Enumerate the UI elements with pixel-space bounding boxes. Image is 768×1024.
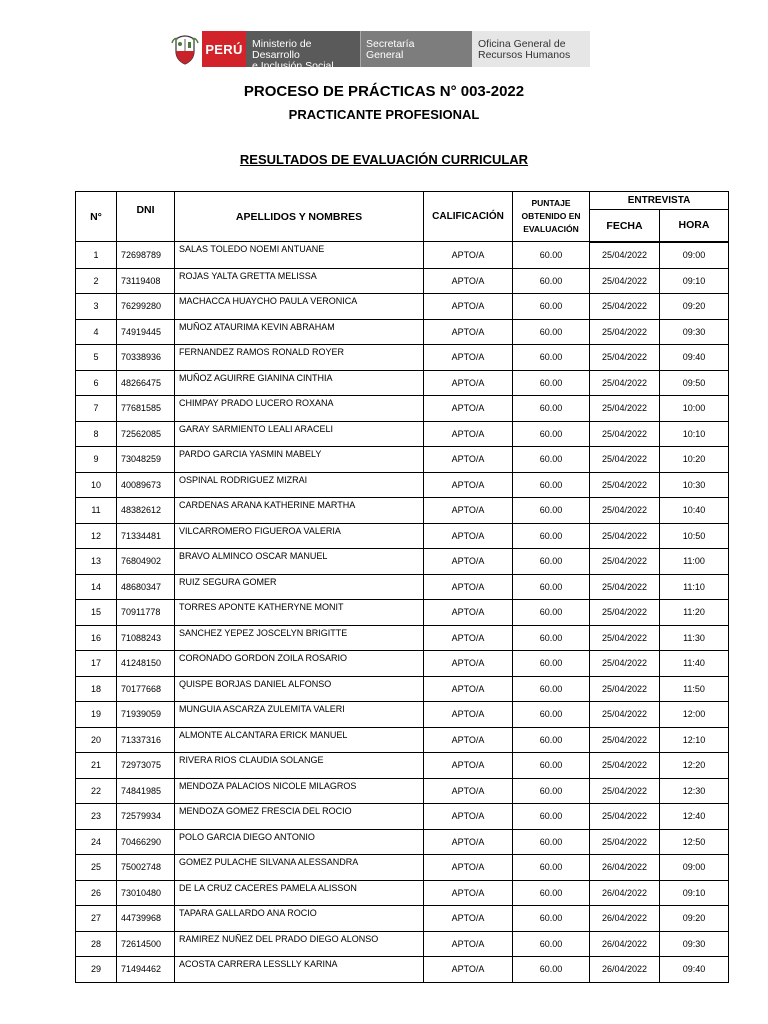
row-number: 23: [76, 803, 117, 829]
row-name: CARDENAS ARANA KATHERINE MARTHA: [175, 497, 424, 523]
row-qualification: APTO/A: [424, 421, 513, 446]
row-date: 25/04/2022: [590, 727, 660, 752]
row-dni: 70338936: [117, 344, 175, 370]
row-number: 3: [76, 293, 117, 319]
row-time: 10:20: [660, 446, 729, 472]
row-time: 12:50: [660, 829, 729, 854]
row-dni: 40089673: [117, 472, 175, 497]
row-date: 25/04/2022: [590, 319, 660, 344]
row-time: 12:40: [660, 803, 729, 829]
row-number: 16: [76, 625, 117, 650]
row-number: 8: [76, 421, 117, 446]
row-qualification: APTO/A: [424, 395, 513, 421]
table-row: [76, 344, 729, 370]
row-score: 60.00: [513, 548, 590, 574]
results-table-body: [76, 242, 729, 983]
section-title: RESULTADOS DE EVALUACIÓN CURRICULAR: [239, 152, 529, 167]
row-time: 09:00: [660, 242, 729, 269]
table-row: [76, 523, 729, 548]
row-number: 29: [76, 956, 117, 982]
results-table: [75, 191, 729, 983]
row-number: 15: [76, 599, 117, 625]
row-number: 13: [76, 548, 117, 574]
row-time: 11:20: [660, 599, 729, 625]
row-score: 60.00: [513, 293, 590, 319]
row-time: 11:30: [660, 625, 729, 650]
row-name: CHIMPAY PRADO LUCERO ROXANA: [175, 395, 424, 421]
row-score: 60.00: [513, 446, 590, 472]
row-score: 60.00: [513, 880, 590, 905]
ministry-label: Ministerio de Desarrollo e Inclusión Social: [246, 31, 360, 67]
table-row: [76, 472, 729, 497]
row-number: 20: [76, 727, 117, 752]
page-title: PROCESO DE PRÁCTICAS N° 003-2022: [243, 83, 525, 100]
row-name: SALAS TOLEDO NOEMI ANTUANE: [175, 242, 424, 269]
row-score: 60.00: [513, 421, 590, 446]
row-name: RUIZ SEGURA GOMER: [175, 574, 424, 599]
row-dni: 75002748: [117, 854, 175, 880]
row-name: POLO GARCIA DIEGO ANTONIO: [175, 829, 424, 854]
row-time: 12:00: [660, 701, 729, 727]
row-qualification: APTO/A: [424, 599, 513, 625]
row-time: 09:10: [660, 880, 729, 905]
table-row: [76, 701, 729, 727]
row-dni: 48266475: [117, 370, 175, 395]
row-qualification: APTO/A: [424, 370, 513, 395]
row-time: 09:30: [660, 931, 729, 956]
table-row: [76, 650, 729, 676]
row-time: 09:40: [660, 956, 729, 982]
row-date: 26/04/2022: [590, 956, 660, 982]
row-number: 14: [76, 574, 117, 599]
row-dni: 74841985: [117, 778, 175, 803]
row-qualification: APTO/A: [424, 446, 513, 472]
row-dni: 48680347: [117, 574, 175, 599]
row-name: CORONADO GORDON ZOILA ROSARIO: [175, 650, 424, 676]
row-number: 17: [76, 650, 117, 676]
row-score: 60.00: [513, 931, 590, 956]
row-qualification: APTO/A: [424, 268, 513, 293]
table-row: [76, 293, 729, 319]
row-date: 25/04/2022: [590, 395, 660, 421]
row-dni: 73010480: [117, 880, 175, 905]
row-qualification: APTO/A: [424, 497, 513, 523]
table-row: [76, 548, 729, 574]
row-date: 26/04/2022: [590, 854, 660, 880]
row-dni: 72579934: [117, 803, 175, 829]
row-date: 25/04/2022: [590, 344, 660, 370]
row-qualification: APTO/A: [424, 574, 513, 599]
row-date: 25/04/2022: [590, 497, 660, 523]
row-time: 11:40: [660, 650, 729, 676]
row-qualification: APTO/A: [424, 727, 513, 752]
row-date: 25/04/2022: [590, 548, 660, 574]
row-name: QUISPE BORJAS DANIEL ALFONSO: [175, 676, 424, 701]
row-date: 25/04/2022: [590, 778, 660, 803]
row-date: 25/04/2022: [590, 421, 660, 446]
row-score: 60.00: [513, 574, 590, 599]
row-name: ACOSTA CARRERA LESSLLY KARINA: [175, 956, 424, 982]
row-time: 11:00: [660, 548, 729, 574]
row-score: 60.00: [513, 727, 590, 752]
row-qualification: APTO/A: [424, 829, 513, 854]
table-row: [76, 268, 729, 293]
row-score: 60.00: [513, 497, 590, 523]
row-score: 60.00: [513, 778, 590, 803]
table-row: [76, 956, 729, 982]
table-row: [76, 676, 729, 701]
table-row: [76, 829, 729, 854]
row-name: ROJAS YALTA GRETTA MELISSA: [175, 268, 424, 293]
row-time: 09:10: [660, 268, 729, 293]
row-date: 25/04/2022: [590, 829, 660, 854]
header-score: PUNTAJE OBTENIDO EN EVALUACIÓN: [513, 192, 590, 242]
row-number: 9: [76, 446, 117, 472]
row-name: TAPARA GALLARDO ANA ROCIO: [175, 905, 424, 931]
table-row: [76, 752, 729, 778]
row-dni: 73119408: [117, 268, 175, 293]
row-time: 12:10: [660, 727, 729, 752]
header-interview: ENTREVISTA: [590, 192, 729, 210]
row-dni: 77681585: [117, 395, 175, 421]
row-qualification: APTO/A: [424, 523, 513, 548]
row-name: MUÑOZ ATAURIMA KEVIN ABRAHAM: [175, 319, 424, 344]
row-number: 4: [76, 319, 117, 344]
row-name: MUNGUIA ASCARZA ZULEMITA VALERI: [175, 701, 424, 727]
row-time: 12:20: [660, 752, 729, 778]
row-dni: 76804902: [117, 548, 175, 574]
row-qualification: APTO/A: [424, 752, 513, 778]
row-number: 18: [76, 676, 117, 701]
row-score: 60.00: [513, 905, 590, 931]
row-score: 60.00: [513, 268, 590, 293]
row-name: OSPINAL RODRIGUEZ MIZRAI: [175, 472, 424, 497]
header-time: HORA: [660, 210, 729, 242]
row-date: 25/04/2022: [590, 472, 660, 497]
page-subtitle: PRACTICANTE PROFESIONAL: [288, 107, 480, 122]
row-name: GOMEZ PULACHE SILVANA ALESSANDRA: [175, 854, 424, 880]
row-number: 7: [76, 395, 117, 421]
row-number: 11: [76, 497, 117, 523]
row-date: 25/04/2022: [590, 523, 660, 548]
row-score: 60.00: [513, 472, 590, 497]
row-name: FERNANDEZ RAMOS RONALD ROYER: [175, 344, 424, 370]
row-date: 26/04/2022: [590, 905, 660, 931]
row-dni: 74919445: [117, 319, 175, 344]
row-time: 09:40: [660, 344, 729, 370]
row-dni: 71088243: [117, 625, 175, 650]
row-name: ALMONTE ALCANTARA ERICK MANUEL: [175, 727, 424, 752]
row-qualification: APTO/A: [424, 803, 513, 829]
row-score: 60.00: [513, 701, 590, 727]
row-name: PARDO GARCIA YASMIN MABELY: [175, 446, 424, 472]
row-time: 09:50: [660, 370, 729, 395]
row-date: 25/04/2022: [590, 370, 660, 395]
row-dni: 71334481: [117, 523, 175, 548]
row-time: 11:10: [660, 574, 729, 599]
row-dni: 72973075: [117, 752, 175, 778]
row-score: 60.00: [513, 676, 590, 701]
row-qualification: APTO/A: [424, 701, 513, 727]
table-row: [76, 854, 729, 880]
row-dni: 70466290: [117, 829, 175, 854]
row-date: 26/04/2022: [590, 931, 660, 956]
header-dni: DNI: [117, 192, 175, 242]
row-dni: 41248150: [117, 650, 175, 676]
row-qualification: APTO/A: [424, 344, 513, 370]
row-time: 10:40: [660, 497, 729, 523]
row-date: 25/04/2022: [590, 650, 660, 676]
row-number: 19: [76, 701, 117, 727]
row-score: 60.00: [513, 344, 590, 370]
row-dni: 72562085: [117, 421, 175, 446]
row-dni: 72614500: [117, 931, 175, 956]
row-qualification: APTO/A: [424, 880, 513, 905]
table-row: [76, 905, 729, 931]
row-number: 12: [76, 523, 117, 548]
header-qualification: CALIFICACIÓN: [424, 192, 513, 242]
row-qualification: APTO/A: [424, 242, 513, 269]
row-number: 25: [76, 854, 117, 880]
row-score: 60.00: [513, 829, 590, 854]
row-name: BRAVO ALMINCO OSCAR MANUEL: [175, 548, 424, 574]
row-date: 25/04/2022: [590, 268, 660, 293]
row-score: 60.00: [513, 803, 590, 829]
row-date: 25/04/2022: [590, 701, 660, 727]
secretary-label: Secretaría General: [360, 31, 472, 67]
table-row: [76, 370, 729, 395]
row-score: 60.00: [513, 319, 590, 344]
peru-label: PERÚ: [202, 31, 246, 67]
row-name: MENDOZA PALACIOS NICOLE MILAGROS: [175, 778, 424, 803]
row-number: 22: [76, 778, 117, 803]
row-number: 21: [76, 752, 117, 778]
header-name: APELLIDOS Y NOMBRES: [175, 192, 424, 242]
row-date: 26/04/2022: [590, 880, 660, 905]
table-row: [76, 446, 729, 472]
row-score: 60.00: [513, 370, 590, 395]
header-date: FECHA: [590, 210, 660, 242]
row-name: MACHACCA HUAYCHO PAULA VERONICA: [175, 293, 424, 319]
coat-of-arms-icon: [168, 31, 202, 67]
row-date: 25/04/2022: [590, 676, 660, 701]
row-number: 2: [76, 268, 117, 293]
row-time: 09:00: [660, 854, 729, 880]
row-dni: 48382612: [117, 497, 175, 523]
row-number: 26: [76, 880, 117, 905]
row-score: 60.00: [513, 956, 590, 982]
row-qualification: APTO/A: [424, 676, 513, 701]
row-date: 25/04/2022: [590, 574, 660, 599]
row-number: 5: [76, 344, 117, 370]
row-time: 10:10: [660, 421, 729, 446]
row-number: 10: [76, 472, 117, 497]
table-row: [76, 803, 729, 829]
row-score: 60.00: [513, 242, 590, 269]
row-qualification: APTO/A: [424, 956, 513, 982]
table-row: [76, 625, 729, 650]
row-time: 12:30: [660, 778, 729, 803]
table-row: [76, 931, 729, 956]
table-row: [76, 574, 729, 599]
row-name: DE LA CRUZ CACERES PAMELA ALISSON: [175, 880, 424, 905]
row-date: 25/04/2022: [590, 293, 660, 319]
row-dni: 71494462: [117, 956, 175, 982]
row-qualification: APTO/A: [424, 854, 513, 880]
table-row: [76, 395, 729, 421]
row-qualification: APTO/A: [424, 472, 513, 497]
row-name: TORRES APONTE KATHERYNE MONIT: [175, 599, 424, 625]
row-score: 60.00: [513, 625, 590, 650]
row-date: 25/04/2022: [590, 625, 660, 650]
row-number: 24: [76, 829, 117, 854]
office-label: Oficina General de Recursos Humanos: [472, 31, 590, 67]
row-dni: 72698789: [117, 242, 175, 269]
row-date: 25/04/2022: [590, 752, 660, 778]
table-row: [76, 880, 729, 905]
row-time: 09:20: [660, 293, 729, 319]
row-score: 60.00: [513, 599, 590, 625]
row-number: 6: [76, 370, 117, 395]
row-dni: 70177668: [117, 676, 175, 701]
row-score: 60.00: [513, 523, 590, 548]
row-score: 60.00: [513, 650, 590, 676]
table-row: [76, 421, 729, 446]
row-dni: 71337316: [117, 727, 175, 752]
row-name: MUÑOZ AGUIRRE GIANINA CINTHIA: [175, 370, 424, 395]
row-name: RIVERA RIOS CLAUDIA SOLANGE: [175, 752, 424, 778]
row-time: 11:50: [660, 676, 729, 701]
row-time: 09:30: [660, 319, 729, 344]
row-qualification: APTO/A: [424, 319, 513, 344]
row-time: 10:00: [660, 395, 729, 421]
table-row: [76, 599, 729, 625]
row-dni: 76299280: [117, 293, 175, 319]
row-qualification: APTO/A: [424, 905, 513, 931]
row-time: 09:20: [660, 905, 729, 931]
row-time: 10:30: [660, 472, 729, 497]
row-dni: 73048259: [117, 446, 175, 472]
row-name: VILCARROMERO FIGUEROA VALERIA: [175, 523, 424, 548]
table-row: [76, 727, 729, 752]
table-row: [76, 242, 729, 269]
row-number: 27: [76, 905, 117, 931]
header-logo-strip: [168, 31, 590, 72]
row-dni: 44739968: [117, 905, 175, 931]
row-time: 10:50: [660, 523, 729, 548]
row-qualification: APTO/A: [424, 548, 513, 574]
row-score: 60.00: [513, 854, 590, 880]
row-name: GARAY SARMIENTO LEALI ARACELI: [175, 421, 424, 446]
row-qualification: APTO/A: [424, 293, 513, 319]
row-date: 25/04/2022: [590, 599, 660, 625]
row-name: MENDOZA GOMEZ FRESCIA DEL ROCIO: [175, 803, 424, 829]
row-name: RAMIREZ NUÑEZ DEL PRADO DIEGO ALONSO: [175, 931, 424, 956]
row-number: 28: [76, 931, 117, 956]
row-date: 25/04/2022: [590, 803, 660, 829]
row-score: 60.00: [513, 395, 590, 421]
row-score: 60.00: [513, 752, 590, 778]
header-num: N°: [76, 192, 117, 242]
row-dni: 71939059: [117, 701, 175, 727]
row-qualification: APTO/A: [424, 625, 513, 650]
row-qualification: APTO/A: [424, 931, 513, 956]
row-qualification: APTO/A: [424, 650, 513, 676]
row-date: 25/04/2022: [590, 242, 660, 269]
row-number: 1: [76, 242, 117, 269]
row-date: 25/04/2022: [590, 446, 660, 472]
table-row: [76, 778, 729, 803]
table-row: [76, 497, 729, 523]
row-name: SANCHEZ YEPEZ JOSCELYN BRIGITTE: [175, 625, 424, 650]
row-dni: 70911778: [117, 599, 175, 625]
table-row: [76, 319, 729, 344]
row-qualification: APTO/A: [424, 778, 513, 803]
